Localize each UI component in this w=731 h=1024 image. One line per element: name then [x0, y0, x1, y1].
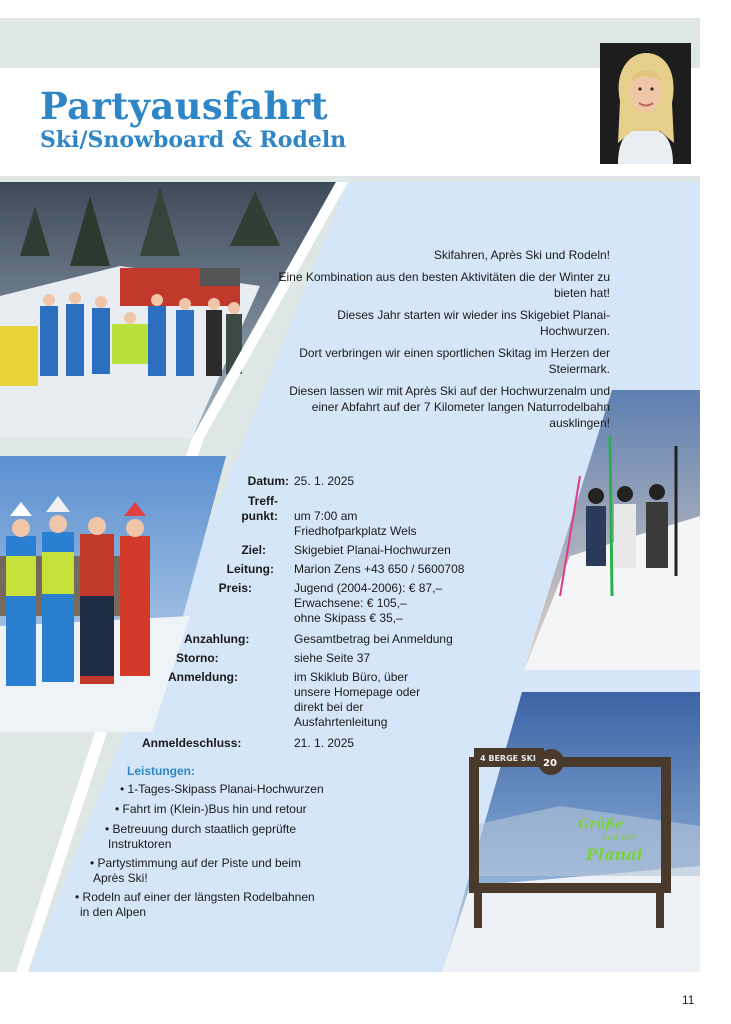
- preis-label: Preis:: [218, 581, 252, 595]
- storno-label: Storno:: [176, 651, 219, 665]
- ziel-value: Skigebiet Planai-Hochwurzen: [294, 543, 451, 557]
- intro-line-1: Skifahren, Après Ski und Rodeln!: [433, 248, 610, 262]
- preis-value-2: Erwachsene: € 105,–: [294, 596, 407, 610]
- leistung-item: • Rodeln auf einer der längsten Rodelbahnen: [75, 890, 315, 904]
- page-subtitle: Ski/Snowboard & Rodeln: [40, 127, 347, 153]
- anmeldung-value-2: unsere Homepage oder: [294, 685, 421, 699]
- page-number: 11: [682, 993, 695, 1007]
- intro-line-5: Diesen lassen wir mit Après Ski auf der Hochwurzenalm und einer Abfahrt auf der 7 Kilometer langen Naturrodelbahn ausklingen!: [289, 384, 610, 430]
- leistungen-title: Leistungen:: [127, 764, 195, 778]
- anzahlung-label: Anzahlung:: [184, 632, 250, 646]
- leistung-item: • Fahrt im (Klein-)Bus hin und retour: [115, 802, 307, 816]
- sign-script-3: Planai: [586, 845, 643, 864]
- storno-value: siehe Seite 37: [294, 651, 371, 665]
- leistung-item: • Betreuung durch staatlich geprüfte: [105, 822, 296, 836]
- sign-script-2: von der: [602, 833, 637, 843]
- treffpunkt-value-1: um 7:00 am: [294, 509, 358, 523]
- page-title: Partyausfahrt: [40, 84, 328, 128]
- sign-number: 20: [543, 758, 557, 769]
- leistung-item: • 1-Tages-Skipass Planai-Hochwurzen: [120, 782, 324, 796]
- datum-value: 25. 1. 2025: [294, 474, 355, 488]
- leitung-label: Leitung:: [226, 562, 274, 576]
- header-bar: [0, 18, 700, 68]
- leistung-item: Instruktoren: [108, 837, 172, 851]
- datum-label: Datum:: [247, 474, 289, 488]
- treffpunkt-label-2: punkt:: [241, 509, 278, 523]
- sign-script-1: Grüße: [578, 817, 624, 832]
- treffpunkt-label-1: Treff-: [248, 494, 278, 508]
- anmeldeschluss-label: Anmeldeschluss:: [142, 736, 242, 750]
- sign-text: 4 BERGE SKI: [480, 754, 536, 763]
- leitung-value: Marion Zens +43 650 / 5600708: [294, 562, 465, 576]
- intro-line-2: Eine Kombination aus den besten Aktivitäten die der Winter zu bieten hat!: [278, 270, 610, 300]
- leistung-item: in den Alpen: [80, 905, 147, 919]
- intro-line-3: Dieses Jahr starten wir wieder ins Skigebiet Planai- Hochwurzen.: [337, 308, 610, 338]
- anmeldung-value-4: Ausfahrtenleitung: [294, 715, 388, 729]
- leistung-item: Après Ski!: [93, 871, 148, 885]
- preis-value-3: ohne Skipass € 35,–: [294, 611, 403, 625]
- anmeldung-label: Anmeldung:: [168, 670, 238, 684]
- anmeldung-value-1: im Skiklub Büro, über: [294, 670, 409, 684]
- anzahlung-value: Gesamtbetrag bei Anmeldung: [294, 632, 453, 646]
- ziel-label: Ziel:: [241, 543, 266, 557]
- intro-text: [270, 247, 610, 437]
- anmeldung-value-3: direkt bei der: [294, 700, 364, 714]
- preis-value-1: Jugend (2004-2006): € 87,–: [294, 581, 443, 595]
- treffpunkt-value-2: Friedhofparkplatz Wels: [294, 524, 417, 538]
- leistung-item: • Partystimmung auf der Piste und beim: [90, 856, 301, 870]
- anmeldeschluss-value: 21. 1. 2025: [294, 736, 355, 750]
- intro-line-4: Dort verbringen wir einen sportlichen Skitag im Herzen der Steiermark.: [299, 346, 610, 376]
- leader-portrait-photo: [600, 43, 691, 164]
